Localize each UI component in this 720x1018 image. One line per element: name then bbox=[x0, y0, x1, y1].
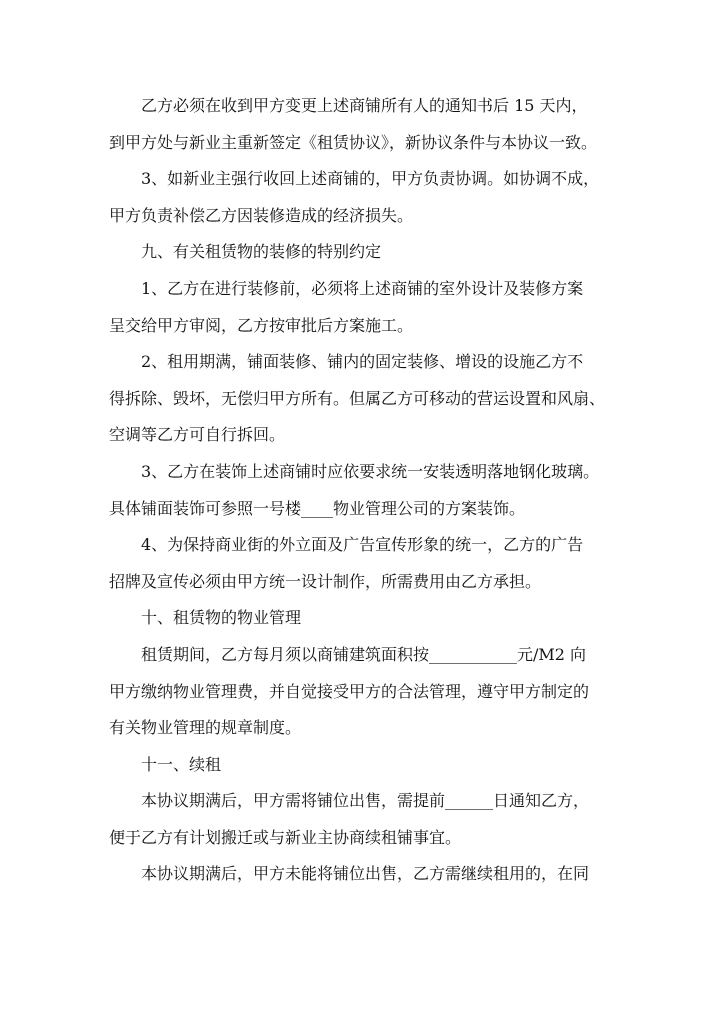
paragraph-line: 有关物业管理的规章制度。 bbox=[109, 718, 302, 738]
paragraph-line: 乙方必须在收到甲方变更上述商铺所有人的通知书后 15 天内， bbox=[141, 96, 588, 115]
paragraph-line: 空调等乙方可自行拆回。 bbox=[109, 425, 286, 445]
paragraph-line: 本协议期满后，甲方未能将铺位出售，乙方需继续租用的，在同 bbox=[141, 864, 590, 884]
paragraph-line: 得拆除、毁坏，无偿归甲方所有。但属乙方可移动的营运设置和风扇、 bbox=[109, 388, 606, 408]
paragraph-line: 到甲方处与新业主重新签定《租赁协议》，新协议条件与本协议一致。 bbox=[109, 132, 598, 152]
paragraph-line: 租赁期间，乙方每月须以商铺建筑面积按___________元/M2 向 bbox=[141, 644, 587, 664]
paragraph-line: 具体铺面装饰可参照一号楼____物业管理公司的方案装饰。 bbox=[109, 498, 526, 518]
paragraph-line: 4、为保持商业街的外立面及广告宣传形象的统一，乙方的广告 bbox=[141, 535, 584, 555]
paragraph-line: 甲方负责补偿乙方因装修造成的经济损失。 bbox=[109, 205, 414, 225]
paragraph-line: 3、乙方在装饰上述商铺时应依要求统一安装透明落地钢化玻璃。 bbox=[141, 461, 600, 481]
paragraph-line: 甲方缴纳物业管理费，并自觉接受甲方的合法管理，遵守甲方制定的 bbox=[109, 681, 590, 701]
document-body bbox=[109, 88, 619, 893]
paragraph-line: 呈交给甲方审阅，乙方按审批后方案施工。 bbox=[109, 315, 414, 335]
paragraph-line: 3、如新业主强行收回上述商铺的，甲方负责协调。如协调不成， bbox=[141, 169, 600, 189]
paragraph-line: 2、租用期满，铺面装修、铺内的固定装修、增设的设施乙方不 bbox=[141, 352, 584, 372]
paragraph-line: 便于乙方有计划搬迁或与新业主协商续租铺事宜。 bbox=[109, 827, 462, 847]
paragraph-line: 本协议期满后，甲方需将铺位出售，需提前______日通知乙方， bbox=[141, 791, 590, 811]
section-heading: 十一、续租 bbox=[141, 754, 222, 774]
section-heading: 十、租赁物的物业管理 bbox=[141, 608, 302, 628]
paragraph-line: 招牌及宣传必须由甲方统一设计制作，所需费用由乙方承担。 bbox=[109, 571, 542, 591]
section-heading: 九、有关租赁物的装修的特别约定 bbox=[141, 242, 382, 262]
paragraph-line: 1、乙方在进行装修前，必须将上述商铺的室外设计及装修方案 bbox=[141, 278, 584, 298]
